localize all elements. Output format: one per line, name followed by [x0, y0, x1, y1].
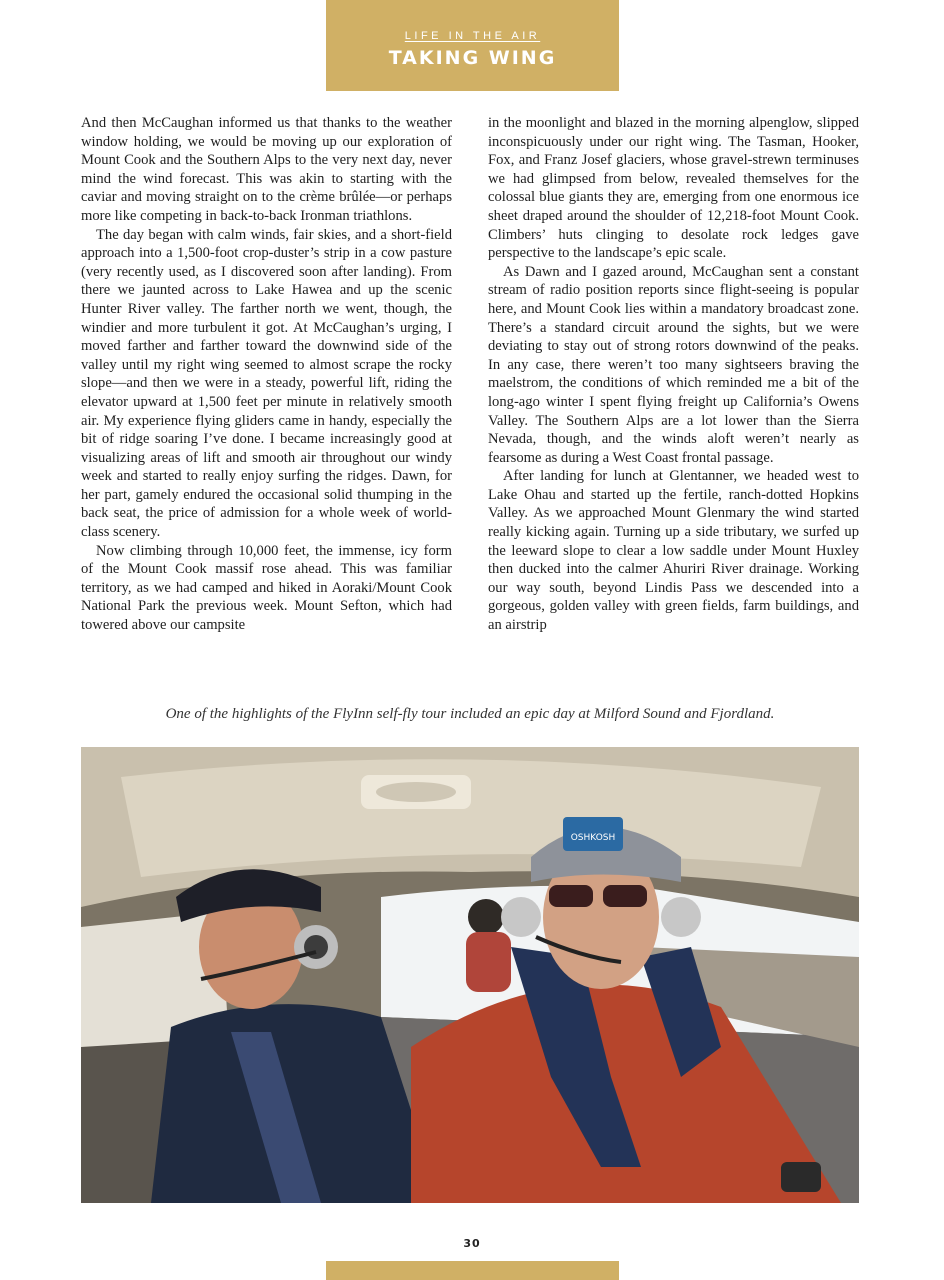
photo-caption: One of the highlights of the FlyInn self-fly tour included an epic day at Milford Sound and Fjordland. [165, 706, 775, 722]
footer-tab [326, 1261, 619, 1280]
page-number: 30 [463, 1237, 481, 1250]
section-kicker: LIFE IN THE AIR [404, 30, 541, 42]
article-column-right [488, 114, 859, 635]
section-title: TAKING WING [388, 47, 557, 69]
cap-logo-text: OSHKOSH [570, 833, 616, 843]
article-column-left [81, 114, 452, 635]
paragraph: After landing for lunch at Glentanner, we headed west to Lake Ohau and started up the fertile, ranch-dotted Hopkins Valley. As we approached Mount Glenmary the wind started really kicking again. Turning up a side tributary, we surfed up the leeward slope to clear a low saddle under Mount Huxley then ducked into the calmer Ahuriri River drainage. Working our way south, beyond Lindis Pass we descended into a gorgeous, golden valley with green fields, farm buildings, and an airstrip [488, 468, 859, 634]
paragraph: The day began with calm winds, fair skies, and a short-field approach into a 1,500-foot crop-duster’s strip in a cow pasture (very recently used, as I discovered soon after landing). From there we jaunted across to Lake Hawea and up the scenic Hunter River valley. The farther north we went, though, the windier and more turbulent it got. At McCaughan’s urging, I moved farther and farther toward the downwind side of the valley until my right wing seemed to almost scrape the rocky slope—and then we were in a steady, powerful lift, riding the elevator upward at 1,500 feet per minute in relatively smooth air. My experience flying gliders came in handy, especially the bit of ridge soaring I’ve done. I became increasingly good at visualizing areas of lift and smooth air throughout our windy week and started to really enjoy surfing the ridges. Dawn, for her part, gamely endured the occasional solid thumping in the back seat, the price of admission for a whole week of world-class scenery. [81, 226, 452, 541]
paragraph: Now climbing through 10,000 feet, the immense, icy form of the Mount Cook massif rose ahead. This was familiar territory, as we had camped and hiked in Aoraki/Mount Cook National Park the previous week. Mount Sefton, which had towered above our campsite [81, 542, 452, 634]
paragraph: As Dawn and I gazed around, McCaughan sent a constant stream of radio position reports since flight-seeing is popular here, and Mount Cook lies within a mandatory broadcast zone. There’s a standard circuit around the sights, but we were deviating to stay out of strong rotors downwind of the peaks. In any case, there weren’t too many sightseers braving the maelstrom, the conditions of which reminded me a bit of the long-ago winter I spent flying freight up California’s Owens Valley. The Southern Alps are a lot lower than the Sierra Nevada, though, and the winds aloft weren’t nearly as fearsome as during a West Coast frontal passage. [488, 263, 859, 466]
cockpit-photo [81, 747, 859, 1203]
section-header-tab [326, 0, 619, 91]
paragraph: in the moonlight and blazed in the morning alpenglow, slipped inconspicuously under our right wing. The Tasman, Hooker, Fox, and Franz Josef glaciers, whose gravel-strewn terminuses we had glimpsed from below, revealed themselves for the colossal blue giants they are, emerging from one enormous ice sheet draped around the shoulder of 12,218-foot Mount Cook. Climbers’ huts clinging to desolate rock ledges gave perspective to the landscape’s epic scale. [488, 115, 859, 262]
paragraph: And then McCaughan informed us that thanks to the weather window holding, we would be moving up our exploration of Mount Cook and the Southern Alps to the very next day, never mind the wind forecast. This was akin to starting with the caviar and moving straight on to the crème brûlée—or perhaps more like competing in back-to-back Ironman triathlons. [81, 115, 452, 224]
